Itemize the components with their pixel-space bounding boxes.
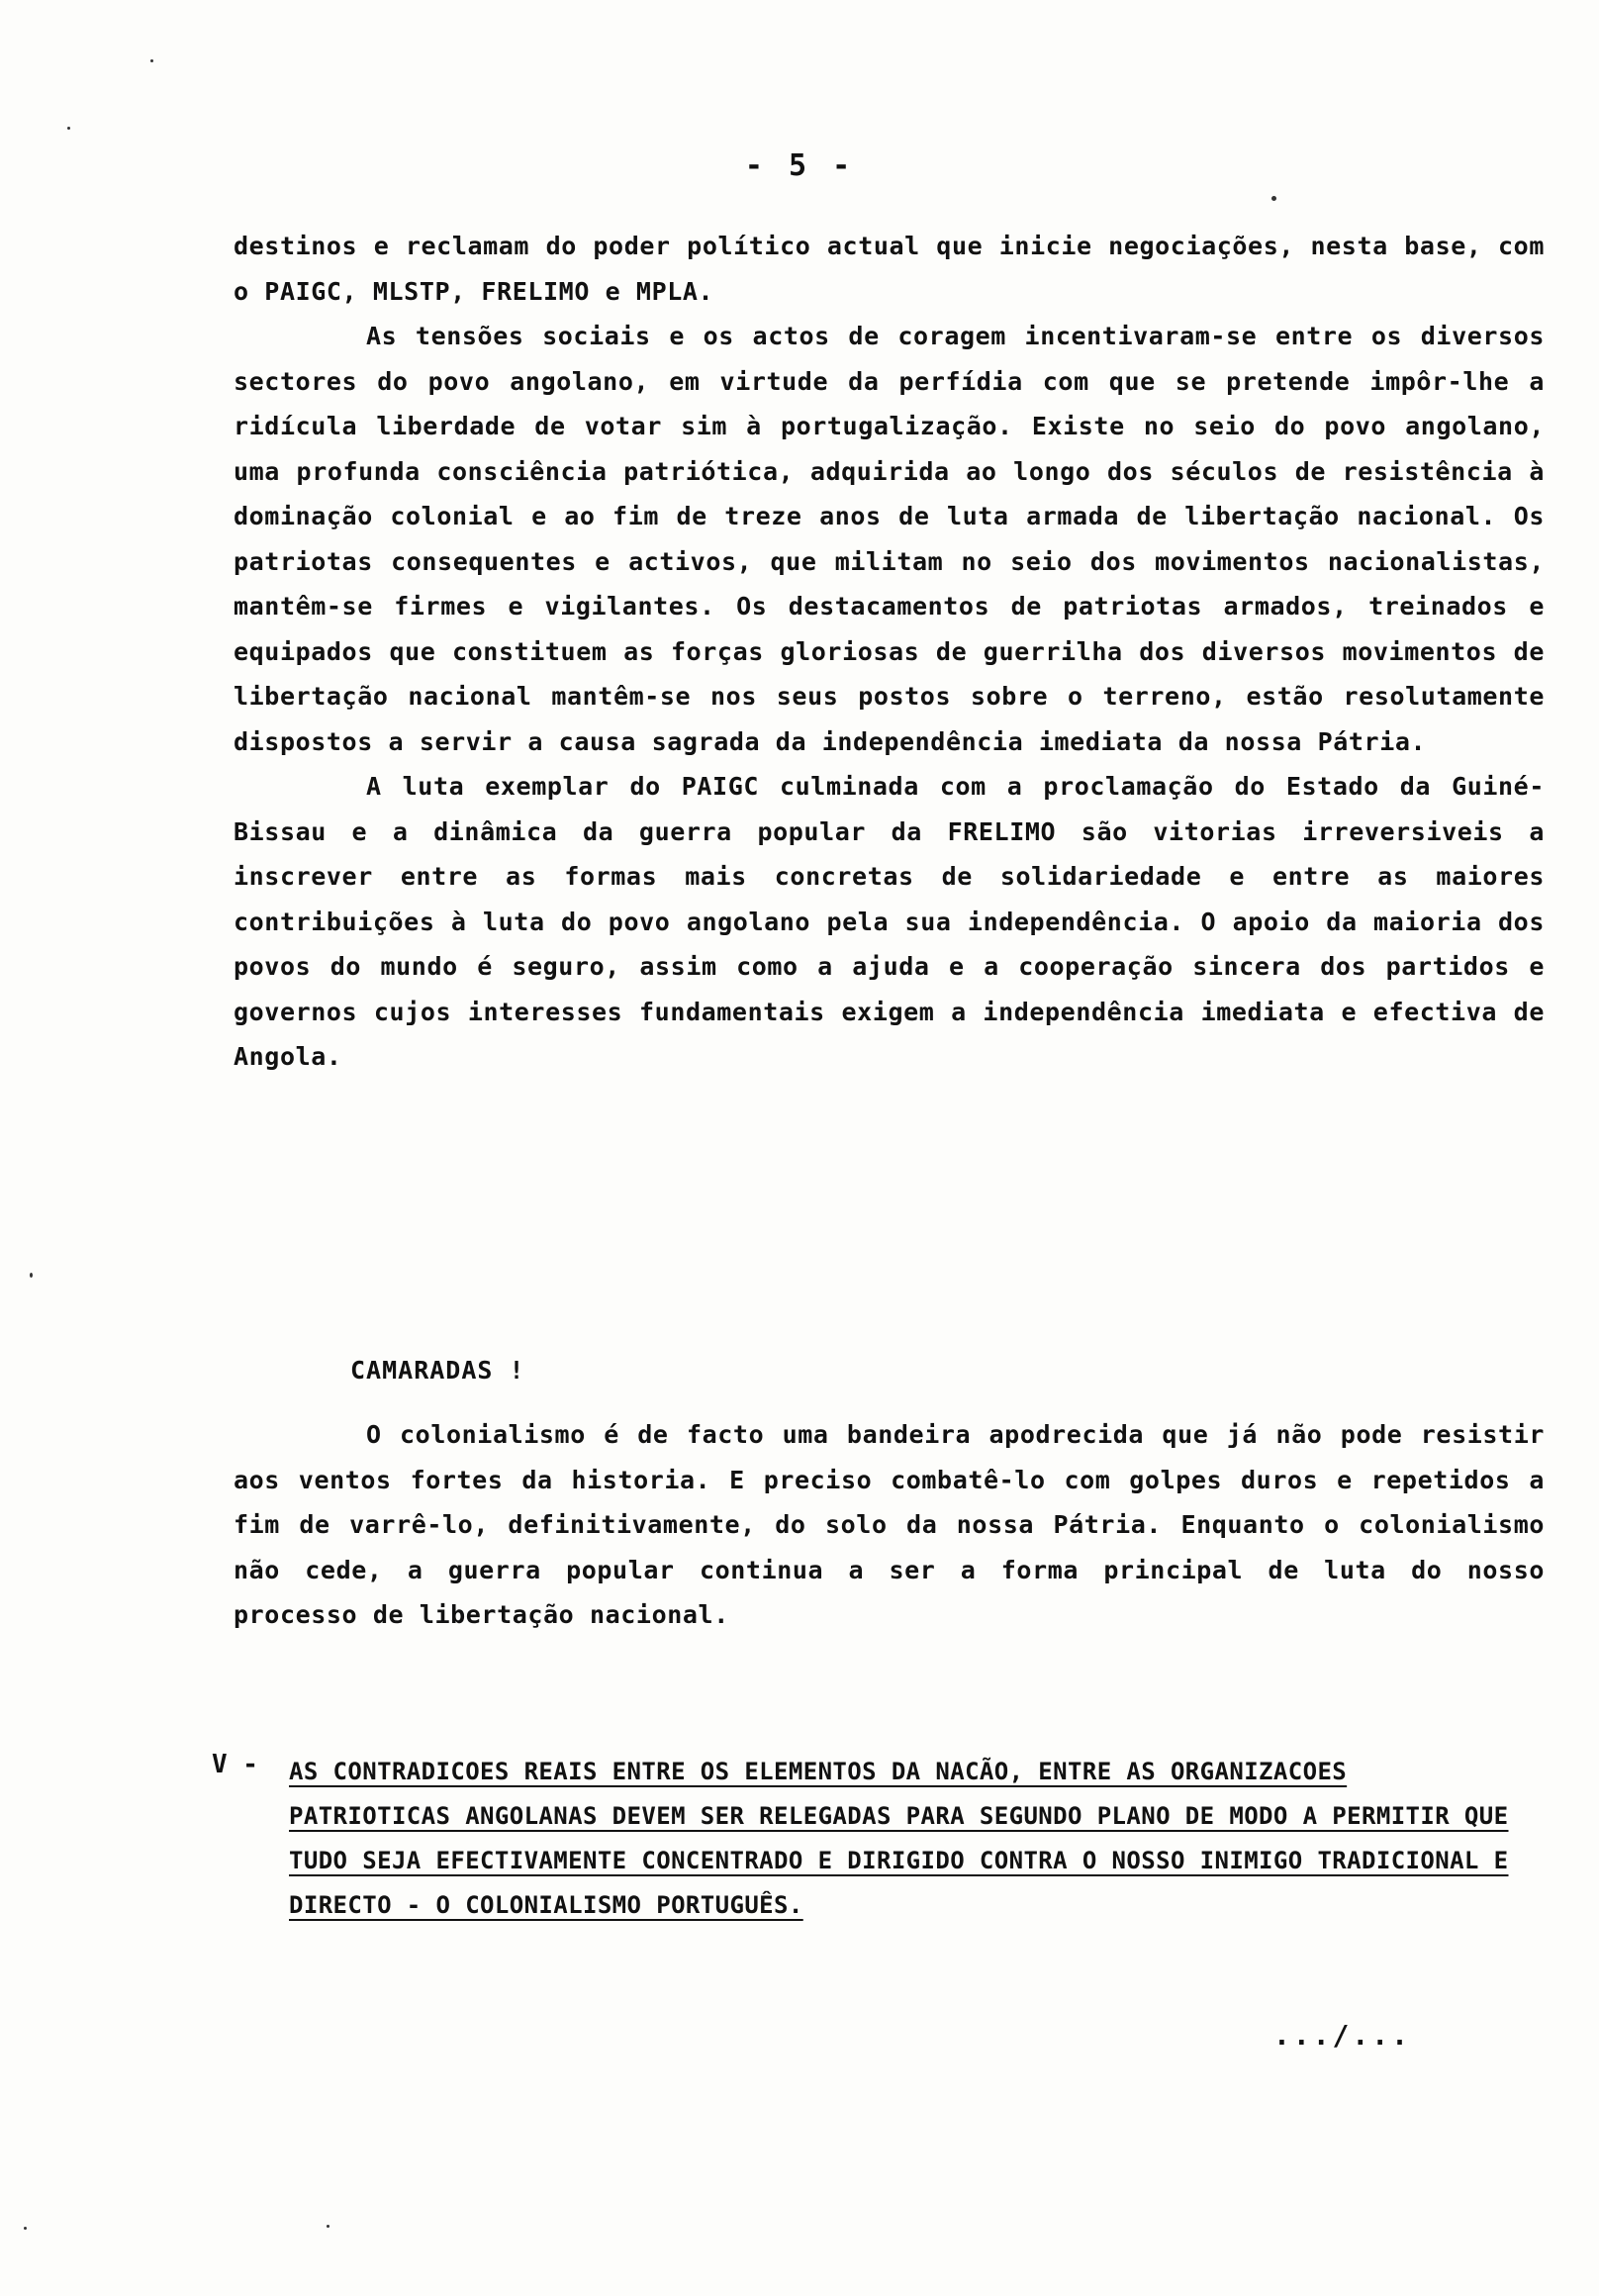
- paragraph-4: O colonialismo é de facto uma bandeira apodrecida que já não pode resistir aos ventos fortes da historia. E preciso combatê-lo com golpes duros e repetidos a fim de varrê-lo, definitivamente, do solo da nossa Pátria. Enquanto o colonialismo não cede, a guerra popular continua a ser a forma principal de luta do nosso processo de libertação nacional.: [234, 1420, 1545, 1629]
- paragraph-1: destinos e reclamam do poder político actual que inicie negociações, nesta base, com o PAIGC, MLSTP, FRELIMO e MPLA.: [234, 232, 1545, 306]
- section-title: AS CONTRADICOES REAIS ENTRE OS ELEMENTOS DA NACÃO, ENTRE AS ORGANIZACOES PATRIOTICAS ANGOLANAS DEVEM SER RELEGADAS PARA SEGUNDO PLANO DE MODO A PERMITIR QUE TUDO SEJA EFECTIVAMENTE CONCENTRADO E DIRIGIDO CONTRA O NOSSO INIMIGO TRADICIONAL E DIRECTO - O COLONIALISMO PORTUGUÊS.: [289, 1758, 1509, 1919]
- paper-speck: [1271, 196, 1276, 201]
- paper-speck: [24, 2227, 27, 2230]
- paper-speck: [30, 1273, 33, 1278]
- section-number: V -: [212, 1750, 258, 1779]
- body-text-bottom: [234, 1412, 1545, 1638]
- body-text-top: [234, 224, 1545, 1080]
- paper-speck: [327, 2225, 329, 2228]
- paragraph-2: As tensões sociais e os actos de coragem incentivaram-se entre os diversos sectores do povo angolano, em virtude da perfídia com que se pretende impôr-lhe a ridícula liberdade de votar sim à portugalização. Existe no seio do povo angolano, uma profunda consciência patriótica, adquirida ao longo dos séculos de resistência à dominação colonial e ao fim de treze anos de luta armada de libertação nacional. Os patriotas consequentes e activos, que militam no seio dos movimentos nacionalistas, mantêm-se firmes e vigilantes. Os destacamentos de patriotas armados, treinados e equipados que constituem as forças gloriosas de guerrilha dos diversos movimentos de libertação nacional mantêm-se nos seus postos sobre o terreno, estão resolutamente dispostos a servir a causa sagrada da independência imediata da nossa Pátria.: [234, 322, 1545, 756]
- page-number: - 5 -: [744, 148, 855, 183]
- paper-speck: [67, 127, 70, 130]
- continuation-mark: .../...: [1272, 2019, 1411, 2052]
- section-heading: CAMARADAS !: [350, 1356, 525, 1385]
- paper-speck: [150, 59, 153, 62]
- paragraph-3: A luta exemplar do PAIGC culminada com a proclamação do Estado da Guiné-Bissau e a dinâmica da guerra popular da FRELIMO são vitorias irreversiveis a inscrever entre as formas mais concretas de solidariedade e entre as maiores contribuições à luta do povo angolano pela sua independência. O apoio da maioria dos povos do mundo é seguro, assim como a ajuda e a cooperação sincera dos partidos e governos cujos interesses fundamentais exigem a independência imediata e efectiva de Angola.: [234, 772, 1545, 1071]
